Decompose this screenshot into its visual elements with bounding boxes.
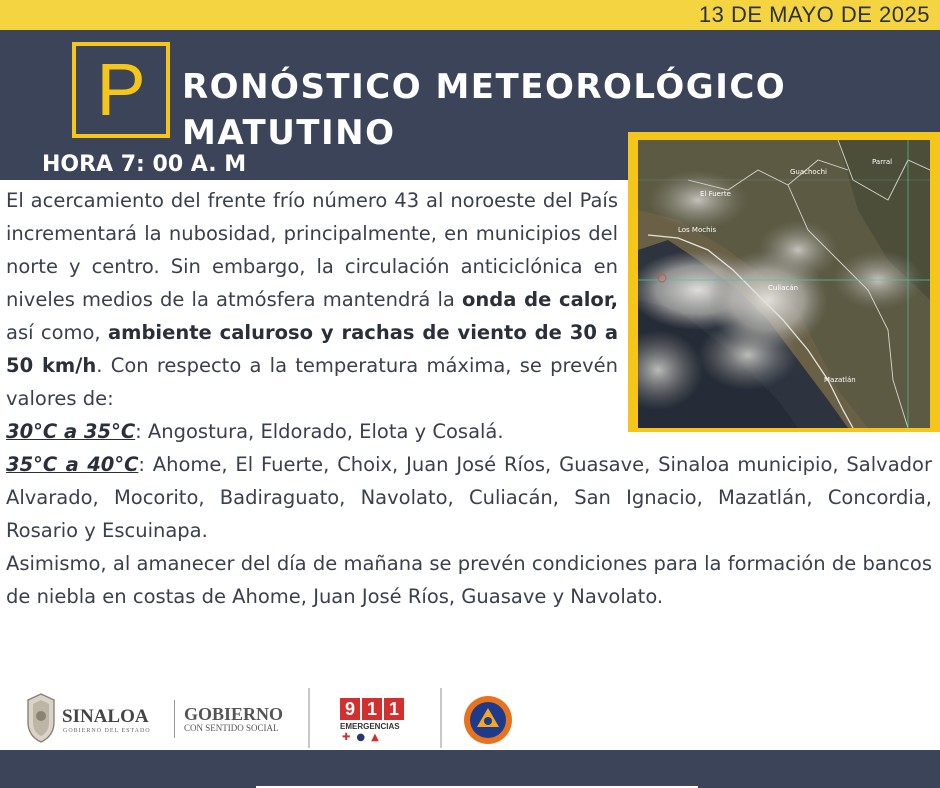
city-label-guachochi: Guachochi [790, 168, 827, 176]
city-label-mazatlan: Mazatlán [824, 376, 856, 384]
sinaloa-logo-subtitle: GOBIERNO DEL ESTADO [63, 728, 151, 734]
forecast-paragraph-fog: Asimismo, al amanecer del día de mañana se prevén condiciones para la formación de bancos de niebla en costas de Ahome, Juan José Ríos, Guasave y Navolato. [6, 552, 932, 608]
forecast-text: así como, [6, 321, 108, 344]
forecast-paragraph-1 [6, 184, 618, 415]
page-title-line1: RONÓSTICO METEOROLÓGICO [182, 67, 787, 107]
temperature-range-label: 35°C a 40°C [6, 453, 139, 476]
temperature-range-1 [6, 415, 932, 448]
temperature-range-municipalities: : Ahome, El Fuerte, Choix, Juan José Ríos, Guasave, Sinaloa municipio, Salvador Alvarado, Mocorito, Badiraguato, Navolato, Culiacán, San Ignacio, Mazatlán, Concordia, Rosario y Escuinapa. [6, 453, 932, 542]
temperature-range-label: 30°C a 35°C [6, 420, 136, 443]
temperature-range-municipalities: : Angostura, Eldorado, Elota y Cosalá. [135, 420, 504, 443]
city-label-los-mochis: Los Mochis [678, 226, 717, 234]
temperature-range-2 [6, 448, 932, 547]
footer-bar [0, 750, 940, 788]
emergency-digit: 1 [384, 698, 404, 720]
logo-divider [174, 700, 175, 738]
civil-protection-icon [462, 694, 514, 746]
page-title-line2: MATUTINO [182, 113, 396, 153]
date-bar [0, 0, 940, 30]
city-label-parral: Parral [872, 158, 893, 166]
emergency-digit: 9 [340, 698, 360, 720]
gobierno-logo-text: GOBIERNO [184, 704, 284, 724]
emergency-icons: ✚●▲ [342, 732, 385, 743]
emergency-label: EMERGENCIAS [340, 722, 400, 731]
forecast-text: El acercamiento del frente frío número 43 al noroeste del País incrementará la nubosidad, principalmente, en municipios del norte y centro. Sin embargo, la circulación anticiclónica en niveles medios de la atmósfera mantendrá la [6, 189, 618, 311]
forecast-highlight-heatwave: onda de calor, [462, 288, 618, 311]
emergency-911-logo [340, 698, 404, 720]
title-initial-box [72, 42, 170, 138]
emergency-digit: 1 [362, 698, 382, 720]
logo-divider [440, 688, 442, 748]
date-label: 13 DE MAYO DE 2025 [698, 2, 930, 27]
gobierno-logo-subtitle: CON SENTIDO SOCIAL [184, 723, 279, 733]
city-label-culiacan: Culiacán [768, 284, 799, 292]
city-label-el-fuerte: El Fuerte [700, 190, 731, 198]
title-initial: P [96, 48, 146, 131]
forecast-highlight-wind: ambiente caluroso y rachas de viento de 30 a 50 km/h [6, 321, 618, 377]
forecast-hour: HORA 7: 00 A. M [42, 152, 247, 177]
forecast-text: . Con respecto a la temperatura máxima, se prevén valores de: [6, 354, 618, 410]
sinaloa-logo-text: SINALOA [62, 706, 149, 727]
logo-divider [308, 688, 310, 748]
forecast-body [6, 184, 932, 613]
sinaloa-crest-icon [24, 692, 58, 744]
footer-logos [0, 684, 940, 750]
